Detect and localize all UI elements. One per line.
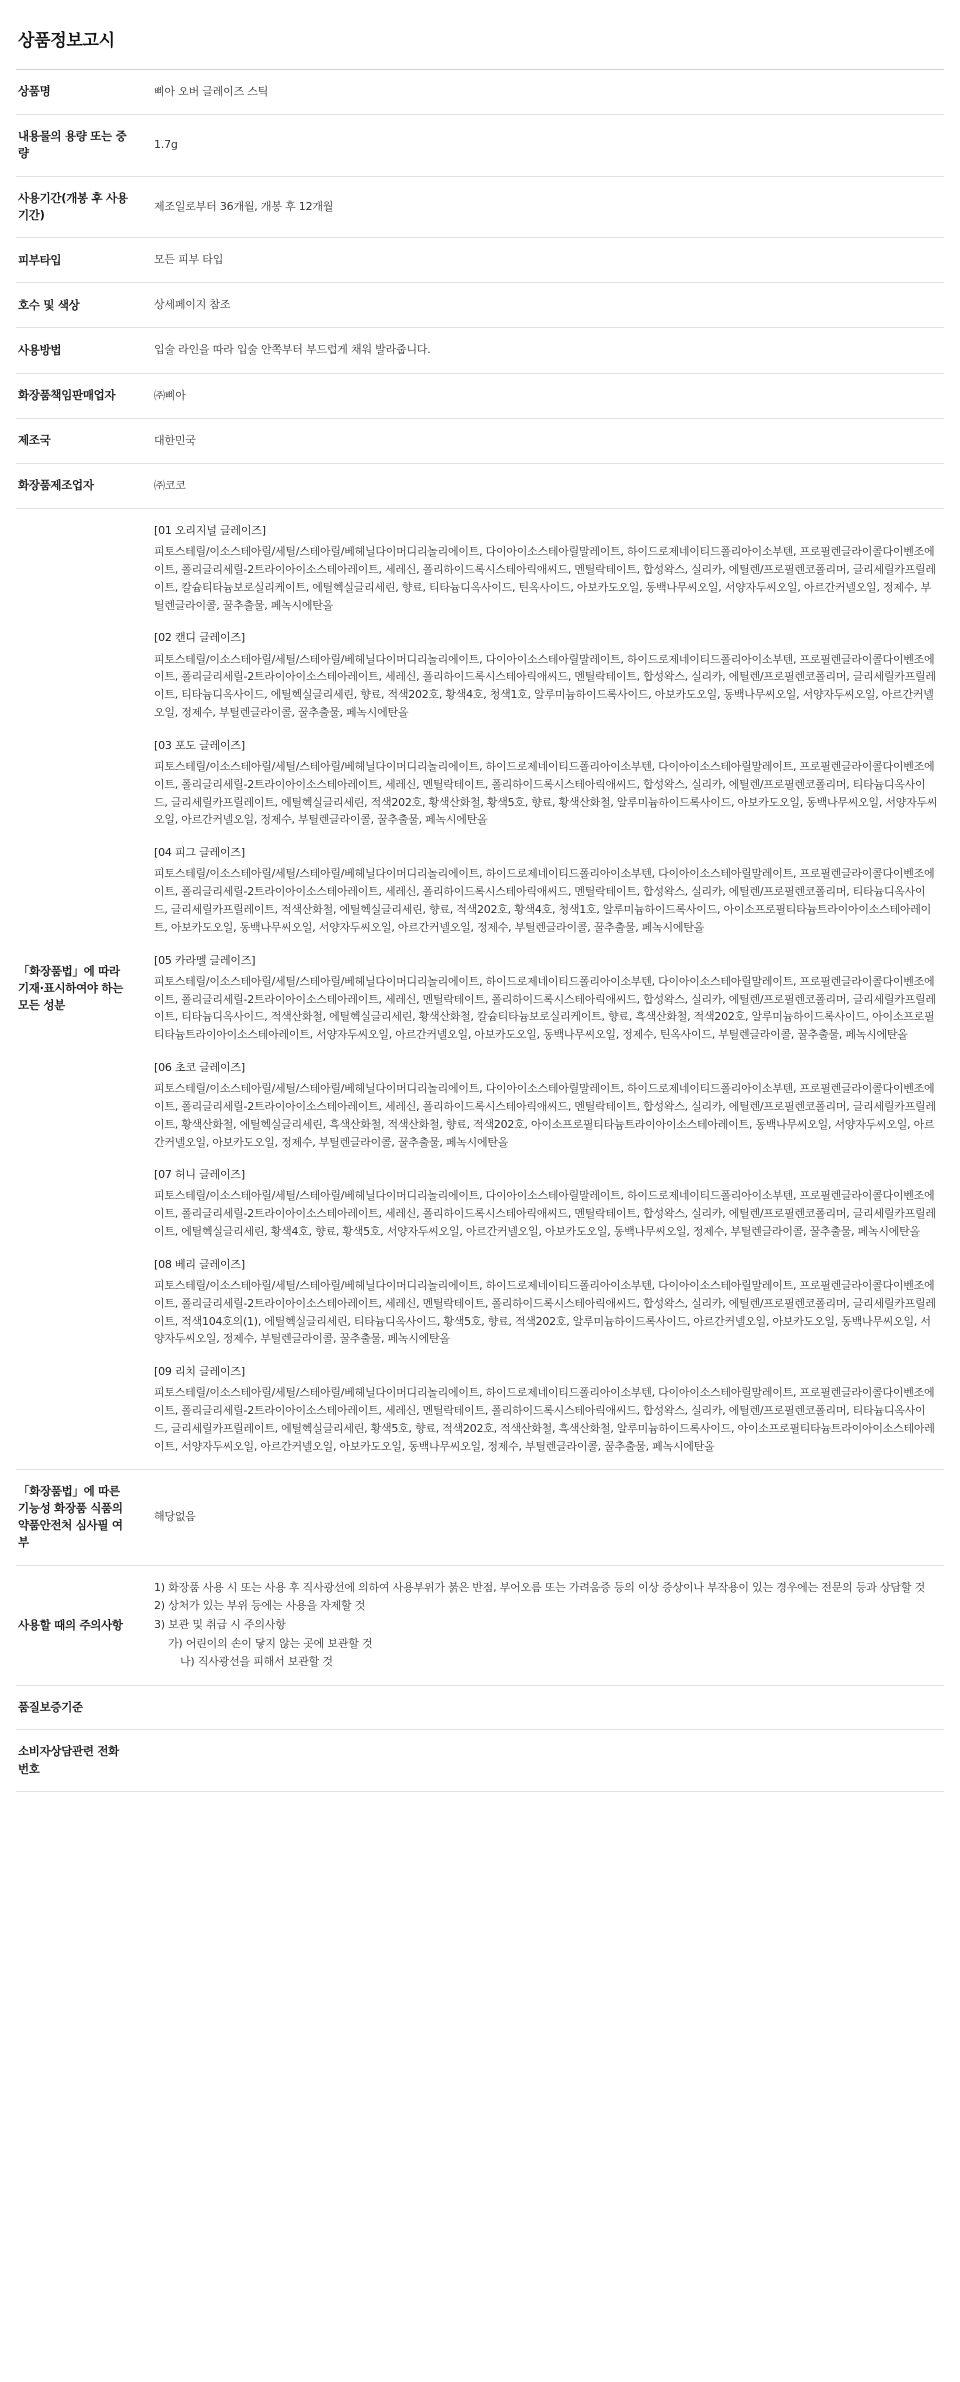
- table-row: [16, 463, 944, 508]
- row-label-product-name: 상품명: [18, 84, 51, 99]
- ingredient-block-body: 피토스테릴/이소스테아릴/세틸/스테아릴/베헤닐다이머디리놀리에이트, 하이드로제네이티드폴리아이소부텐, 다이아이소스테아릴말레이트, 프로필렌글라이콜다이벤조에이트, 폴리글리세릴-2트라이아이소스테아레이트, 세레신, 멘틸락테이트, 폴리하이드록시스테아릭애씨드, 합성왁스, 실리카, 에틸렌/프로필렌코폴리머, 티타늄디옥사이드, 글리세릴카프릴레이트, 에틸헥실글리세린, 적색202호, 황색산화철, 황색5호, 향료, 황색산화철, 알루미늄하이드록사이드, 아보카도오일, 동백나무씨오일, 서양자두씨오일, 아르간커넬오일, 정제수, 부틸렌글라이콜, 꿀추출물, 페녹시에탄올: [154, 759, 938, 827]
- ingredient-block-title: [02 캔디 글레이즈]: [154, 631, 245, 645]
- bottom-spacer: [16, 1792, 944, 1818]
- row-label-skin-type: 피부타입: [18, 252, 62, 267]
- table-row: [16, 283, 944, 328]
- row-value-ingredients: [136, 508, 944, 1469]
- table-row: [16, 115, 944, 177]
- ingredient-block: [154, 522, 938, 614]
- table-row: [16, 238, 944, 283]
- table-row: [16, 1730, 944, 1792]
- row-label-consumer-hotline: 소비자상담관련 전화번호: [18, 1744, 119, 1776]
- row-label-caution: 사용할 때의 주의사항: [18, 1617, 123, 1632]
- ingredient-block: [154, 737, 938, 829]
- caution-line: 1) 화장품 사용 시 또는 사용 후 직사광선에 의하여 사용부위가 붉은 반점, 부어오름 또는 가려움증 등의 이상 증상이나 부작용이 있는 경우에는 전문의 등과 상담할 것: [154, 1580, 925, 1594]
- row-value-skin-type: 모든 피부 타입: [154, 253, 224, 267]
- row-label-responsible-seller: 화장품책임판매업자: [18, 388, 116, 402]
- ingredient-block-body: 피토스테릴/이소스테아릴/세틸/스테아릴/베헤닐다이머디리놀리에이트, 하이드로제네이티드폴리아이소부텐, 다이아이소스테아릴말레이트, 프로필렌글라이콜다이벤조에이트, 폴리글리세릴-2트라이아이소스테아레이트, 세레신, 폴리하이드록시스테아릭애씨드, 멘틸락테이트, 합성왁스, 실리카, 에틸렌/프로필렌코폴리머, 티타늄디옥사이드, 글리세릴카프릴레이트, 적색산화철, 에틸헥실글리세린, 향료, 적색202호, 황색4호, 청색1호, 알루미늄하이드록사이드, 아이소프로필티타늄트라이아이소스테아레이트, 아보카도오일, 동백나무씨오일, 서양자두씨오일, 아르간커넬오일, 정제수, 부틸렌글라이콜, 꿀추출물, 페녹시에탄올: [154, 867, 935, 934]
- ingredient-block-title: [01 오리지널 글레이즈]: [154, 523, 266, 537]
- ingredient-block: [154, 844, 938, 936]
- row-label-ingredients: 「화장품법」에 따라 기재·표시하여야 하는 모든 성분: [18, 963, 124, 1013]
- table-row: [16, 70, 944, 115]
- row-value-period-of-use: 제조일로부터 36개월, 개봉 후 12개월: [154, 199, 334, 213]
- ingredient-block-body: 피토스테릴/이소스테아릴/세틸/스테아릴/베헤닐다이머디리놀리에이트, 하이드로제네이티드폴리아이소부텐, 다이아이소스테아릴말레이트, 프로필렌글라이콜다이벤조에이트, 폴리글리세릴-2트라이아이소스테아레이트, 세레신, 멘틸락테이트, 폴리하이드록시스테아릭애씨드, 합성왁스, 실리카, 에틸렌/프로필렌코폴리머, 티타늄디옥사이드, 글리세릴카프릴레이트, 에틸헥실글리세린, 황색5호, 향료, 적색202호, 적색산화철, 흑색산화철, 알루미늄하이드록사이드, 아이소프로필티타늄트라이아이소스테아레이트, 서양자두씨오일, 아르간커넬오일, 아보카도오일, 동백나무씨오일, 정제수, 부틸렌글라이콜, 꿀추출물, 페녹시에탄올: [154, 1386, 935, 1453]
- row-value-volume: 1.7g: [154, 138, 178, 152]
- row-label-manufacturer: 화장품제조업자: [18, 478, 94, 493]
- table-row: [16, 328, 944, 373]
- caution-line: 가) 어린이의 손이 닿지 않는 곳에 보관할 것: [168, 1636, 373, 1650]
- table-row: [16, 418, 944, 463]
- ingredient-block: [154, 1363, 938, 1455]
- row-label-country-of-origin: 제조국: [18, 433, 51, 448]
- ingredient-block-title: [03 포도 글레이즈]: [154, 738, 245, 752]
- caution-line: 2) 상처가 있는 부위 등에는 사용을 자제할 것: [154, 1599, 366, 1613]
- table-row-ingredients: [16, 508, 944, 1469]
- ingredient-block-body: 피토스테릴/이소스테아릴/세틸/스테아릴/베헤닐다이머디리놀리에이트, 다이아이소스테아릴말레이트, 하이드로제네이티드폴리아이소부텐, 프로필렌글라이콜다이벤조에이트, 폴리글리세릴-2트라이아이소스테아레이트, 세레신, 폴리하이드록시스테아릭애씨드, 멘틸락테이트, 합성왁스, 실리카, 에틸렌/프로필렌코폴리머, 글리세릴카프릴레이트, 황색산화철, 에틸헥실글리세린, 흑색산화철, 적색산화철, 향료, 적색202호, 아이소프로필티타늄트라이아이소스테아레이트, 동백나무씨오일, 서양자두씨오일, 아르간커넬오일, 아보카도오일, 정제수, 부틸렌글라이콜, 꿀추출물, 페녹시에탄올: [154, 1082, 936, 1149]
- table-row: [16, 1469, 944, 1565]
- ingredient-block-body: 피토스테릴/이소스테아릴/세틸/스테아릴/베헤닐다이머디리놀리에이트, 다이아이소스테아릴말레이트, 하이드로제네이티드폴리아이소부텐, 프로필렌글라이콜다이벤조에이트, 폴리글리세릴-2트라이아이소스테아레이트, 세레신, 폴리하이드록시스테아릭애씨드, 멘틸락테이트, 합성왁스, 실리카, 에틸렌/프로필렌코폴리머, 글리세릴카프릴레이트, 티타늄디옥사이드, 에틸헥실글리세린, 향료, 적색202호, 황색4호, 청색1호, 알루미늄하이드록사이드, 아보카도오일, 동백나무씨오일, 서양자두씨오일, 아르간커넬오일, 정제수, 부틸렌글라이콜, 꿀추출물, 페녹시에탄올: [154, 652, 936, 719]
- ingredient-block: [154, 1059, 938, 1151]
- ingredient-block-body: 피토스테릴/이소스테아릴/세틸/스테아릴/베헤닐다이머디리놀리에이트, 다이아이소스테아릴말레이트, 하이드로제네이티드폴리아이소부텐, 프로필렌글라이콜다이벤조에이트, 폴리글리세릴-2트라이아이소스테아레이트, 세레신, 폴리하이드록시스테아릭애씨드, 멘틸락테이트, 합성왁스, 실리카, 에틸렌/프로필렌코폴리머, 글리세릴카프릴레이트, 칼슘티타늄보로실리케이트, 에틸헥실글리세린, 향료, 티타늄디옥사이드, 틴옥사이드, 아보카도오일, 동백나무씨오일, 서양자두씨오일, 아르간커넬오일, 정제수, 부틸렌글라이콜, 꿀추출물, 페녹시에탄올: [154, 545, 936, 612]
- ingredient-block: [154, 952, 938, 1044]
- ingredient-block: [154, 629, 938, 721]
- row-value-product-name: 삐아 오버 글레이즈 스틱: [154, 85, 269, 98]
- row-label-volume: 내용물의 용량 또는 중량: [18, 129, 127, 161]
- table-row-caution: [16, 1565, 944, 1685]
- row-value-responsible-seller: ㈜삐아: [154, 388, 186, 402]
- ingredient-block-body: 피토스테릴/이소스테아릴/세틸/스테아릴/베헤닐다이머디리놀리에이트, 다이아이소스테아릴말레이트, 하이드로제네이티드폴리아이소부텐, 프로필렌글라이콜다이벤조에이트, 폴리글리세릴-2트라이아이소스테아레이트, 세레신, 폴리하이드록시스테아릭애씨드, 멘틸락테이트, 합성왁스, 실리카, 에틸렌/프로필렌코폴리머, 글리세릴카프릴레이트, 에틸헥실글리세린, 황색4호, 향료, 황색5호, 서양자두씨오일, 아르간커넬오일, 아보카도오일, 동백나무씨오일, 정제수, 부틸렌글라이콜, 꿀추출물, 페녹시에탄올: [154, 1189, 936, 1239]
- row-value-country-of-origin: 대한민국: [154, 433, 196, 447]
- table-row: [16, 373, 944, 418]
- product-info-table: [16, 69, 944, 1792]
- ingredient-block-title: [04 피그 글레이즈]: [154, 846, 245, 860]
- row-label-quality-guarantee: 품질보증기준: [18, 1700, 83, 1715]
- row-value-manufacturer: ㈜코코: [154, 478, 186, 492]
- ingredient-block: [154, 1256, 938, 1348]
- row-label-functional-certification: 「화장품법」에 따른 기능성 화장품 식품의약품안전처 심사필 여부: [18, 1483, 123, 1550]
- ingredient-block-title: [06 초코 글레이즈]: [154, 1060, 245, 1074]
- table-row: [16, 1686, 944, 1730]
- row-value-functional-certification: 해당없음: [154, 1510, 196, 1524]
- table-body: [16, 70, 944, 1792]
- table-row: [16, 176, 944, 238]
- row-value-consumer-hotline: [136, 1730, 944, 1792]
- row-label-period-of-use: 사용기간(개봉 후 사용기간): [18, 190, 128, 222]
- ingredient-block-title: [09 리치 글레이즈]: [154, 1365, 245, 1379]
- ingredient-block-title: [08 베리 글레이즈]: [154, 1257, 245, 1271]
- row-value-quality-guarantee: [136, 1686, 944, 1730]
- ingredient-block-title: [07 허니 글레이즈]: [154, 1168, 245, 1182]
- caution-line: 나) 직사광선을 피해서 보관할 것: [180, 1655, 333, 1669]
- row-label-how-to-use: 사용방법: [18, 342, 62, 357]
- ingredient-block-body: 피토스테릴/이소스테아릴/세틸/스테아릴/베헤닐다이머디리놀리에이트, 하이드로제네이티드폴리아이소부텐, 다이아이소스테아릴말레이트, 프로필렌글라이콜다이벤조에이트, 폴리글리세릴-2트라이아이소스테아레이트, 세레신, 멘틸락테이트, 폴리하이드록시스테아릭애씨드, 합성왁스, 실리카, 에틸렌/프로필렌코폴리머, 글리세릴카프릴레이트, 적색104호의(1), 에틸헥실글리세린, 티타늄디옥사이드, 황색5호, 향료, 적색202호, 알루미늄하이드록사이드, 아르간커넬오일, 아보카도오일, 동백나무씨오일, 서양자두씨오일, 정제수, 부틸렌글라이콜, 꿀추출물, 페녹시에탄올: [154, 1279, 936, 1346]
- row-value-how-to-use: 입술 라인을 따라 입술 안쪽부터 부드럽게 채워 발라줍니다.: [154, 343, 431, 357]
- row-value-caution: [136, 1565, 944, 1685]
- ingredient-block-body: 피토스테릴/이소스테아릴/세틸/스테아릴/베헤닐다이머디리놀리에이트, 하이드로제네이티드폴리아이소부텐, 다이아이소스테아릴말레이트, 프로필렌글라이콜다이벤조에이트, 폴리글리세릴-2트라이아이소스테아레이트, 세레신, 멘틸락테이트, 폴리하이드록시스테아릭애씨드, 합성왁스, 실리카, 에틸렌/프로필렌코폴리머, 글리세릴카프릴레이트, 티타늄디옥사이드, 적색산화철, 에틸헥실글리세린, 황색산화철, 칼슘티타늄보로실리케이트, 향료, 흑색산화철, 적색202호, 알루미늄하이드록사이드, 아이소프로필티타늄트라이아이소스테아레이트, 서양자두씨오일, 아르간커넬오일, 아보카도오일, 동백나무씨오일, 정제수, 틴옥사이드, 부틸렌글라이콜, 꿀추출물, 페녹시에탄올: [154, 974, 936, 1042]
- row-value-shade-color: 상세페이지 참조: [154, 298, 231, 312]
- row-label-shade-color: 호수 및 색상: [18, 297, 80, 312]
- page-title: 상품정보고시: [18, 31, 115, 51]
- caution-line: 3) 보관 및 취급 시 주의사항: [154, 1618, 286, 1632]
- ingredient-block: [154, 1166, 938, 1241]
- ingredient-block-title: [05 카라멜 글레이즈]: [154, 953, 256, 967]
